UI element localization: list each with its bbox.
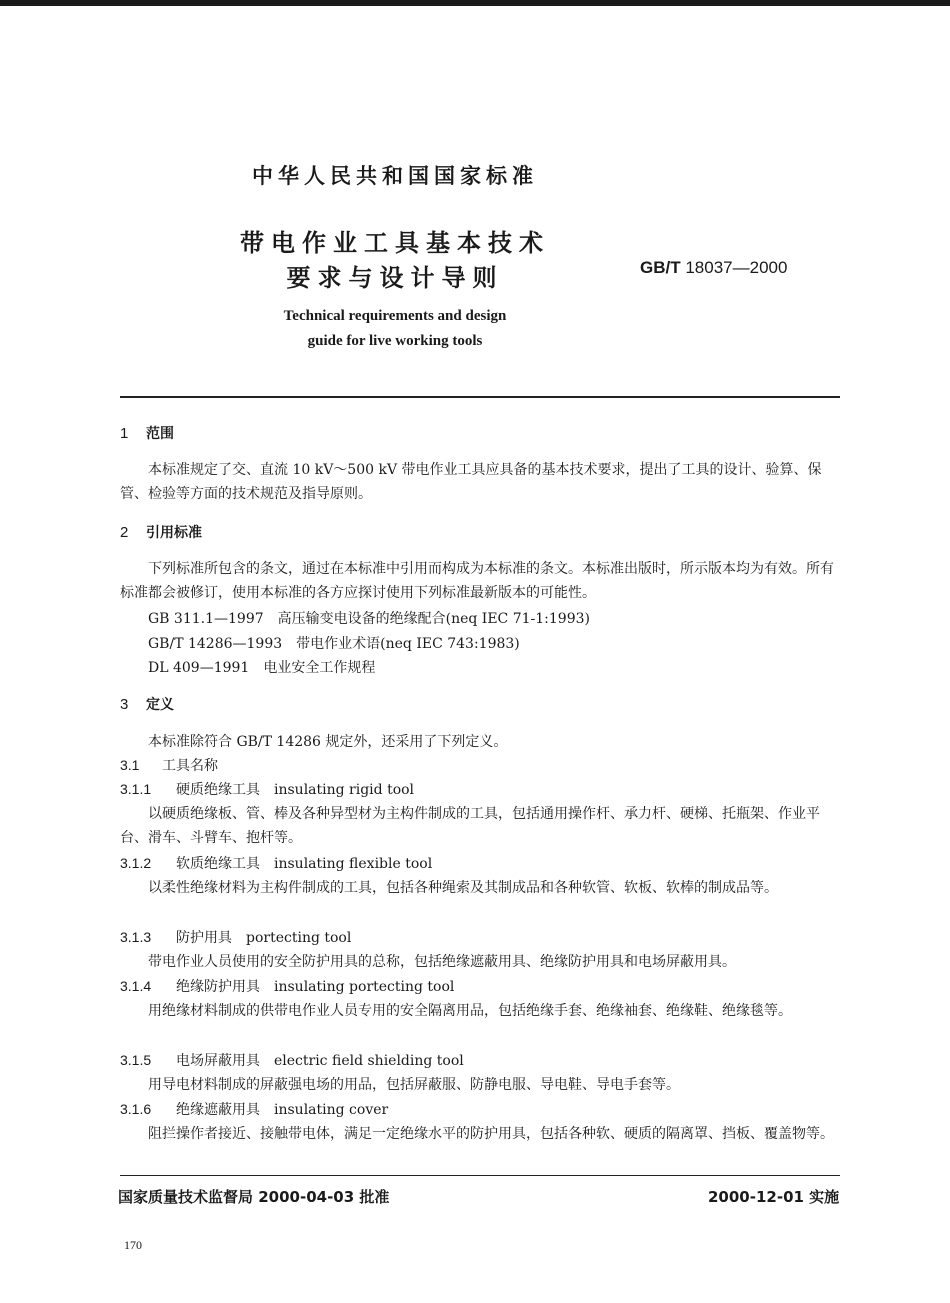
reference-item: GB/T 14286—1993 带电作业术语(neq IEC 743:1983) [148,636,520,652]
header-divider [120,396,840,398]
term-number: 3.1.2 [120,855,152,871]
title-chinese-line-1: 带电作业工具基本技术 [240,229,550,257]
term-heading [120,1050,464,1070]
term-heading [120,779,414,799]
term-chinese: 绝缘防护用具 [176,979,260,995]
term-definition: 用绝缘材料制成的供带电作业人员专用的安全隔离用品，包括绝缘手套、绝缘袖套、绝缘鞋、绝缘毯等。 [148,1003,792,1019]
term-number: 3.1.1 [120,781,152,797]
term-definition: 用导电材料制成的屏蔽强电场的用品，包括屏蔽服、防静电服、导电鞋、导电手套等。 [148,1077,680,1093]
section-3-number: 3 [120,696,129,713]
title-english-line-2: guide for live working tools [307,333,483,349]
term-heading [120,927,351,947]
standard-code-prefix: GB/T [640,258,681,277]
term-heading [120,853,432,873]
subsection-3-1-heading [120,755,218,775]
section-2-heading [120,522,202,542]
standard-code-number: 18037—2000 [685,258,788,277]
term-heading [120,1099,388,1119]
section-2-number: 2 [120,524,129,541]
term-definition: 阻拦操作者接近、接触带电体，满足一定绝缘水平的防护用具，包括各种软、硬质的隔离罩、挡板、覆盖物等。 [148,1126,834,1142]
standard-organization: 中华人民共和国国家标准 [252,164,538,188]
term-definition: 以硬质绝缘板、管、棒及各种异型材为主构件制成的工具，包括通用操作杆、承力杆、硬梯、托瓶架、作业平台、滑车、斗臂车、抱杆等。 [120,806,820,846]
term-english: electric field shielding tool [274,1053,464,1069]
section-1-body: 本标准规定了交、直流 10 kV～500 kV 带电作业工具应具备的基本技术要求，提出了工具的设计、验算、保管、检验等方面的技术规范及指导原则。 [120,462,822,502]
title-english-line-1: Technical requirements and design [283,308,507,324]
term-definition: 带电作业人员使用的安全防护用具的总称，包括绝缘遮蔽用具、绝缘防护用具和电场屏蔽用具。 [148,954,736,970]
term-chinese: 绝缘遮蔽用具 [176,1102,260,1118]
term-number: 3.1.5 [120,1052,152,1068]
term-english: portecting tool [246,930,352,946]
term-english: insulating flexible tool [274,856,433,872]
approval-date: 国家质量技术监督局 2000-04-03 批准 [118,1188,390,1206]
subsection-number: 3.1 [120,757,140,773]
term-number: 3.1.6 [120,1101,152,1117]
term-number: 3.1.3 [120,929,152,945]
term-chinese: 硬质绝缘工具 [176,782,260,798]
footer-divider [120,1175,840,1176]
effective-date: 2000-12-01 实施 [708,1188,840,1206]
top-border-rule [0,0,950,6]
subsection-title: 工具名称 [162,758,218,774]
term-chinese: 电场屏蔽用具 [176,1053,260,1069]
standard-number [640,258,787,278]
section-1-heading [120,423,174,443]
term-heading [120,976,454,996]
term-chinese: 防护用具 [176,930,232,946]
term-number: 3.1.4 [120,978,152,994]
section-2-title: 引用标准 [146,525,202,541]
term-english: insulating cover [274,1102,389,1118]
section-3-body: 本标准除符合 GB/T 14286 规定外，还采用了下列定义。 [148,734,508,750]
section-2-body: 下列标准所包含的条文，通过在本标准中引用而构成为本标准的条文。本标准出版时，所示版本均为有效。所有标准都会被修订，使用本标准的各方应探讨使用下列标准最新版本的可能性。 [120,561,834,601]
section-1-title: 范围 [146,426,174,442]
term-english: insulating rigid tool [274,782,415,798]
title-chinese-line-2: 要求与设计导则 [286,264,504,292]
reference-item: GB 311.1—1997 高压输变电设备的绝缘配合(neq IEC 71-1:1993) [148,611,590,627]
term-definition: 以柔性绝缘材料为主构件制成的工具，包括各种绳索及其制成品和各种软管、软板、软棒的制成品等。 [148,880,778,896]
term-chinese: 软质绝缘工具 [176,856,260,872]
page-number: 170 [124,1238,142,1252]
reference-item: DL 409—1991 电业安全工作规程 [148,660,376,676]
section-3-title: 定义 [146,697,174,713]
section-3-heading [120,694,174,714]
term-english: insulating portecting tool [274,979,455,995]
section-1-number: 1 [120,425,129,442]
